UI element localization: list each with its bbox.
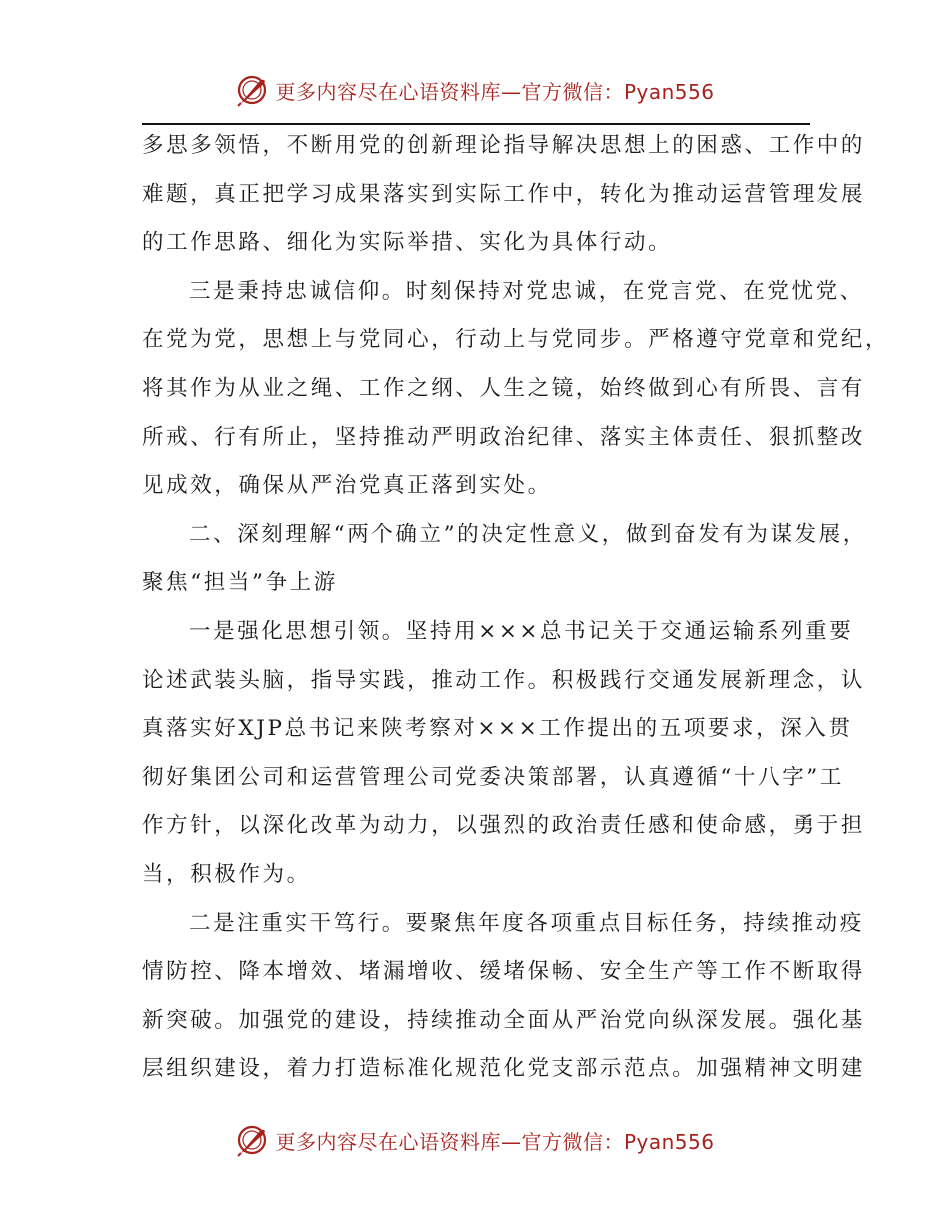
banner-text	[275, 1126, 714, 1155]
text-line: 作方针，以深化改革为动力，以强烈的政治责任感和使命感，勇于担	[142, 813, 866, 839]
document-body	[142, 122, 890, 1094]
text-line: 一是强化思想引领。坚持用×××总书记关于交通运输系列重要	[189, 618, 854, 644]
paragraph-2	[142, 268, 890, 511]
banner-wechat: 官方微信：Pyan556	[521, 1129, 715, 1154]
text-line: 将其作为从业之绳、工作之纲、人生之镜，始终做到心有所畏、言有	[142, 375, 866, 401]
text-line: 二、深刻理解“两个确立”的决定性意义，做到奋发有为谋发展，	[189, 521, 867, 547]
text-line: 的工作思路、细化为实际举措、实化为具体行动。	[142, 230, 673, 256]
banner-title: 更多内容尽在心语资料库	[275, 1129, 501, 1154]
text-line: 彻好集团公司和运营管理公司党委决策部署，认真遵循“十八字”工	[142, 764, 844, 790]
text-line: 聚焦“担当”争上游	[142, 570, 338, 596]
banner-title: 更多内容尽在心语资料库	[275, 79, 501, 104]
text-line: 情防控、降本增效、堵漏增收、缓堵保畅、安全生产等工作不断取得	[142, 959, 866, 985]
text-line: 新突破。加强党的建设，持续推动全面从严治党向纵深发展。强化基	[142, 1007, 866, 1033]
text-line: 层组织建设，着力打造标准化规范化党支部示范点。加强精神文明建	[142, 1056, 866, 1082]
text-line: 所戒、行有所止，坚持推动严明政治纪律、落实主体责任、狠抓整改	[142, 424, 866, 450]
text-line: 论述武装头脑，指导实践，推动工作。积极践行交通发展新理念，认	[142, 667, 866, 693]
text-line: 三是秉持忠诚信仰。时刻保持对党忠诚，在党言党、在党忧党、	[189, 278, 864, 304]
paragraph-5	[142, 900, 866, 1094]
paragraph-4	[142, 608, 866, 900]
text-line: 难题，真正把学习成果落实到实际工作中，转化为推动运营管理发展	[142, 181, 866, 207]
footer-banner	[0, 1120, 950, 1160]
text-line: 二是注重实干笃行。要聚焦年度各项重点目标任务，持续推动疫	[189, 910, 864, 936]
text-line: 当，积极作为。	[142, 861, 311, 887]
feather-seal-icon	[235, 73, 269, 107]
feather-seal-icon	[235, 1123, 269, 1157]
text-line: 见成效，确保从严治党真正落到实处。	[142, 473, 552, 499]
banner-text	[275, 76, 714, 105]
banner-dash: —	[500, 1129, 522, 1154]
header-banner	[0, 70, 950, 110]
section-heading	[142, 511, 867, 608]
banner-wechat: 官方微信：Pyan556	[521, 79, 715, 104]
banner-dash: —	[500, 79, 522, 104]
text-line: 在党为党，思想上与党同心，行动上与党同步。严格遵守党章和党纪，	[142, 327, 890, 353]
paragraph-1	[142, 122, 866, 268]
text-line: 真落实好XJP总书记来陕考察对×××工作提出的五项要求，深入贯	[142, 716, 853, 742]
text-line: 多思多领悟，不断用党的创新理论指导解决思想上的困惑、工作中的	[142, 133, 866, 158]
